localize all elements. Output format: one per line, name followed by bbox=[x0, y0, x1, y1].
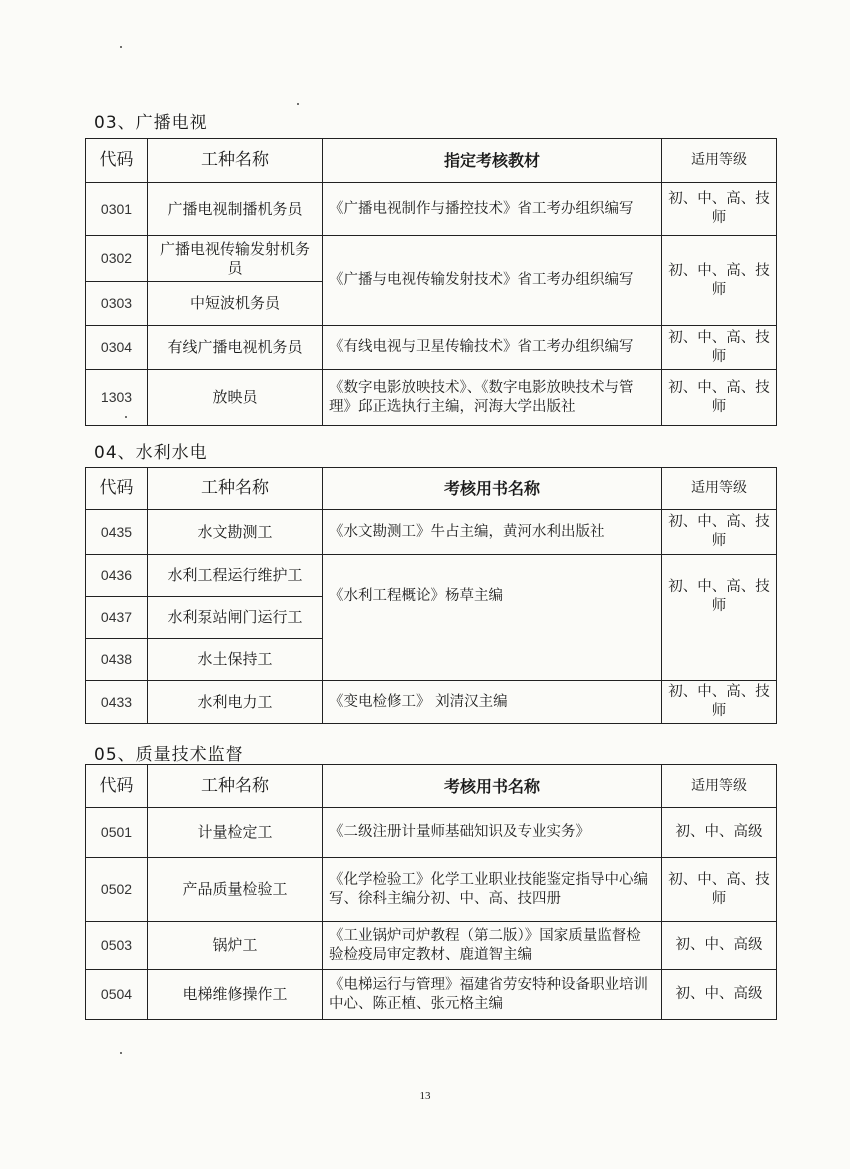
row-level: 初、中、高、技师 bbox=[662, 681, 777, 724]
header-code: 代码 bbox=[86, 468, 148, 510]
row-code: 0436 bbox=[86, 555, 148, 597]
scan-speck bbox=[125, 416, 127, 418]
row-name: 广播电视制播机务员 bbox=[148, 183, 323, 236]
row-book: 《水文勘测工》牛占主编，黄河水利出版社 bbox=[323, 510, 662, 555]
table-row bbox=[86, 183, 777, 236]
row-name: 电梯维修操作工 bbox=[148, 970, 323, 1020]
scan-speck bbox=[120, 1052, 122, 1054]
row-code: 0303 bbox=[86, 282, 148, 326]
row-level: 初、中、高、技师 bbox=[662, 183, 777, 236]
row-name: 水土保持工 bbox=[148, 639, 323, 681]
header-name: 工种名称 bbox=[148, 139, 323, 183]
row-level: 初、中、高级 bbox=[662, 808, 777, 858]
row-level: 初、中、高、技师 bbox=[662, 236, 777, 326]
header-book: 指定考核教材 bbox=[323, 139, 662, 183]
header-book: 考核用书名称 bbox=[323, 765, 662, 808]
row-book: 《电梯运行与管理》福建省劳安特种设备职业培训中心、陈正植、张元格主编 bbox=[323, 970, 662, 1020]
row-book: 《广播与电视传输发射技术》省工考办组织编写 bbox=[323, 236, 662, 326]
row-name: 水文勘测工 bbox=[148, 510, 323, 555]
table-row bbox=[86, 858, 777, 922]
row-code: 0304 bbox=[86, 326, 148, 370]
table-row bbox=[86, 326, 777, 370]
table-water bbox=[85, 467, 777, 724]
row-name: 有线广播电视机务员 bbox=[148, 326, 323, 370]
row-code: 0301 bbox=[86, 183, 148, 236]
table-row bbox=[86, 970, 777, 1020]
table-row bbox=[86, 922, 777, 970]
table-row bbox=[86, 236, 777, 282]
row-level: 初、中、高、技师 bbox=[662, 555, 777, 639]
row-name: 锅炉工 bbox=[148, 922, 323, 970]
header-code: 代码 bbox=[86, 765, 148, 808]
row-name: 放映员 bbox=[148, 370, 323, 426]
row-code: 0502 bbox=[86, 858, 148, 922]
row-name: 水利工程运行维护工 bbox=[148, 555, 323, 597]
table-quality bbox=[85, 764, 777, 1020]
header-level: 适用等级 bbox=[662, 468, 777, 510]
table-row bbox=[86, 370, 777, 426]
section-title-broadcast: 03、广播电视 bbox=[94, 113, 208, 133]
row-name: 水利电力工 bbox=[148, 681, 323, 724]
header-code: 代码 bbox=[86, 139, 148, 183]
page-number: 13 bbox=[419, 1090, 431, 1102]
scan-speck bbox=[297, 103, 299, 105]
header-name: 工种名称 bbox=[148, 765, 323, 808]
section-title-water: 04、水利水电 bbox=[94, 443, 208, 463]
table-row bbox=[86, 510, 777, 555]
row-book: 《数字电影放映技术》、《数字电影放映技术与管理》邱正选执行主编，河海大学出版社 bbox=[323, 370, 662, 426]
row-code: 1303 bbox=[86, 370, 148, 426]
blank-cell bbox=[662, 639, 777, 681]
row-code: 0437 bbox=[86, 597, 148, 639]
row-name: 计量检定工 bbox=[148, 808, 323, 858]
row-book: 《工业锅炉司炉教程（第二版）》国家质量监督检验检疫局审定教材、鹿道智主编 bbox=[323, 922, 662, 970]
row-book: 《变电检修工》 刘清汉主编 bbox=[323, 681, 662, 724]
section-title-quality: 05、质量技术监督 bbox=[94, 745, 244, 765]
row-code: 0501 bbox=[86, 808, 148, 858]
row-book: 《化学检验工》化学工业职业技能鉴定指导中心编写、徐科主编分初、中、高、技四册 bbox=[323, 858, 662, 922]
row-code: 0435 bbox=[86, 510, 148, 555]
row-book: 《二级注册计量师基础知识及专业实务》 bbox=[323, 808, 662, 858]
row-name: 水利泵站闸门运行工 bbox=[148, 597, 323, 639]
row-level: 初、中、高、技师 bbox=[662, 370, 777, 426]
row-name: 广播电视传输发射机务员 bbox=[148, 236, 323, 282]
row-code: 0438 bbox=[86, 639, 148, 681]
table-row bbox=[86, 555, 777, 597]
table-header-row bbox=[86, 139, 777, 183]
row-level: 初、中、高级 bbox=[662, 922, 777, 970]
table-row bbox=[86, 808, 777, 858]
scan-speck bbox=[120, 46, 122, 48]
header-name: 工种名称 bbox=[148, 468, 323, 510]
table-broadcast bbox=[85, 138, 777, 426]
table-row bbox=[86, 681, 777, 724]
row-name: 中短波机务员 bbox=[148, 282, 323, 326]
row-code: 0302 bbox=[86, 236, 148, 282]
header-book: 考核用书名称 bbox=[323, 468, 662, 510]
row-book: 《水利工程概论》杨草主编 bbox=[323, 555, 662, 639]
blank-cell bbox=[323, 639, 662, 681]
row-book: 《有线电视与卫星传输技术》省工考办组织编写 bbox=[323, 326, 662, 370]
row-code: 0433 bbox=[86, 681, 148, 724]
row-code: 0503 bbox=[86, 922, 148, 970]
row-level: 初、中、高、技师 bbox=[662, 858, 777, 922]
table-header-row bbox=[86, 468, 777, 510]
table-header-row bbox=[86, 765, 777, 808]
row-code: 0504 bbox=[86, 970, 148, 1020]
table-row bbox=[86, 639, 777, 681]
row-level: 初、中、高级 bbox=[662, 970, 777, 1020]
row-book: 《广播电视制作与播控技术》省工考办组织编写 bbox=[323, 183, 662, 236]
row-name: 产品质量检验工 bbox=[148, 858, 323, 922]
header-level: 适用等级 bbox=[662, 765, 777, 808]
header-level: 适用等级 bbox=[662, 139, 777, 183]
row-level: 初、中、高、技师 bbox=[662, 510, 777, 555]
row-level: 初、中、高、技师 bbox=[662, 326, 777, 370]
